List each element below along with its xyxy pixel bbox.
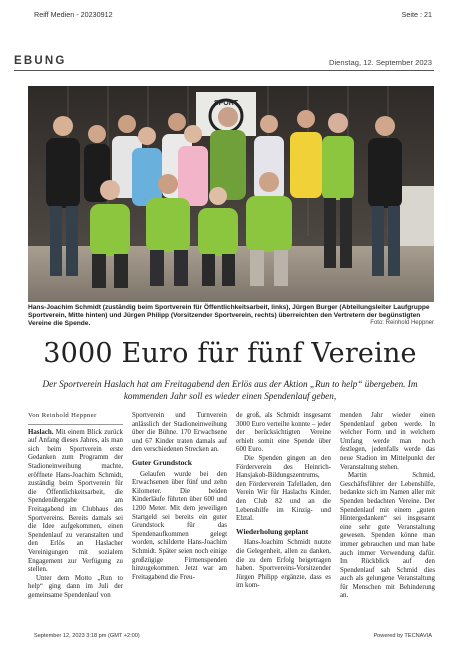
article-column-1 xyxy=(28,412,123,600)
section-divider xyxy=(14,70,434,71)
paragraph: Gelaufen wurde bei den Erwachsenen über fünf und zehn Kilometer. Die beiden Kinderläufe führten über 600 und 1200 Meter. Mit dem jeweiligen Startgeld sei bereits ein guter Grundstock für das Spendenaufkommen gelegt worden, schilderte Hans-Joachim Schmidt. Später seien noch einige großzügige Firmenspenden hinzugekommen. Jetzt war am Freitagabend die Freu- xyxy=(132,470,227,581)
page-label: Seite : 21 xyxy=(401,10,432,19)
article-column-3 xyxy=(236,412,331,591)
article-column-4 xyxy=(340,412,435,601)
publisher-date: Reiff Medien - 20230912 xyxy=(34,10,113,19)
photo-credit: Foto: Reinhold Heppner xyxy=(370,320,434,326)
paragraph: menden Jahr wieder einen Spendenlauf geben werde. In welcher Form und in welchem Umfang werde man noch festlegen, jedenfalls werde das neue Stadion im Mittelpunkt der Veranstaltung stehen. xyxy=(340,412,435,471)
club-banner-text: SPORT xyxy=(213,100,239,107)
paragraph: de groß, als Schmidt insgesamt 3000 Euro verteilte konnte – jeder der berücksichtigten Vereine erhielt somit eine Spende über 600 Euro. xyxy=(236,412,331,454)
paragraph: Die Spenden gingen an den Förderverein des Heinrich-Hansjakob-Bildungszentrums, den Förderverein Tafelladen, den Verein Wir für Haslachs Kinder, den Club 82 und an die Lebenshilfe im Kinzig- und Elztal. xyxy=(236,454,331,523)
page-footer xyxy=(34,633,432,643)
powered-by: Powered by TECNAVIA xyxy=(373,633,432,639)
paragraph: Mit einem Blick zurück auf Anfang dieses Jahres, als man sich beim Sportverein erste Gedanken zum Programm der Stadioneinweihung machte, eröffnete Hans-Joachim Schmidt, zuständig beim Sportverein für die Öffentlichkeitsarbeit, die Spendenübergabe am Freitagabend im Clubhaus des Sportvereins. Bereits damals sei die Idee aufgekommen, einen Spendenlauf zu veranstalten und den Erlös an Haslacher Vereinigungen mit sozialem Engagement zur Verfügung zu stellen. xyxy=(28,428,123,574)
section-rubric: EBUNG xyxy=(14,55,67,67)
article-headline: 3000 Euro für fünf Vereine xyxy=(43,338,417,369)
subheading: Wiederholung geplant xyxy=(236,526,309,536)
page-header xyxy=(34,10,432,22)
article-body xyxy=(28,412,436,610)
author-byline: Von Reinhold Heppner xyxy=(28,412,123,425)
paragraph: Unter dem Motto „Run to help“ ging dann im Juli der gemeinsame Spendenlauf von xyxy=(28,574,123,599)
article-column-2 xyxy=(132,412,227,582)
issue-date: Dienstag, 12. September 2023 xyxy=(328,58,432,67)
paragraph: Martin Schmid, Geschäftsführer der Lebenshilfe, bedankte sich im Namen aller mit Spenden bedachten Vereine. Der Spendenlauf mit einem „guten Hintergedanken“ sei insgesamt eine sehr gute Veranstaltung gewesen. Spenden könne man immer gebrauchen und man habe auch immer Verwendung dafür. Im Rückblick auf den Spendenlauf sah Schmid dies auch als gelungene Veranstaltung für Menschen mit Behinderung an. xyxy=(340,472,435,600)
paragraph: Hans-Joachim Schmidt nutzte die Gelegenheit, allen zu danken, die zu dem Erfolg beigetragen haben. Sportvereins-Vorsitzender Jürgen Philipp ergänzte, dass es im kom- xyxy=(236,539,331,590)
subheading: Guter Grundstock xyxy=(132,457,192,467)
photo-caption: Hans-Joachim Schmidt (zuständig beim Sportverein für Öffentlichkeitsarbeit, links), Jürgen Burger (Abteilungsleiter Laufgruppe Sportverein, Mitte hinten) und Jürgen Philipp (Vorsitzender Sportverein, rechts) überreichten den Vertretern der begünstigten Vereine die Spende. xyxy=(28,304,430,328)
group-photo-illustration xyxy=(28,86,434,302)
group-photo xyxy=(28,86,434,302)
paragraph: Sportverein und Turnverein anlässlich der Stadioneinweihung über die Bühne. 170 Erwachsene und 67 Kinder traten damals auf den verschiedenen Strecken an. xyxy=(132,412,227,454)
print-timestamp: September 12, 2023 3:18 pm (GMT +2:00) xyxy=(34,633,140,639)
dateline-place: Haslach. xyxy=(28,428,54,436)
article-teaser: Der Sportverein Haslach hat am Freitagabend den Erlös aus der Aktion „Run to help“ übergeben. Im kommenden Jahr soll es wieder einen Spendenlauf geben, xyxy=(42,379,418,401)
